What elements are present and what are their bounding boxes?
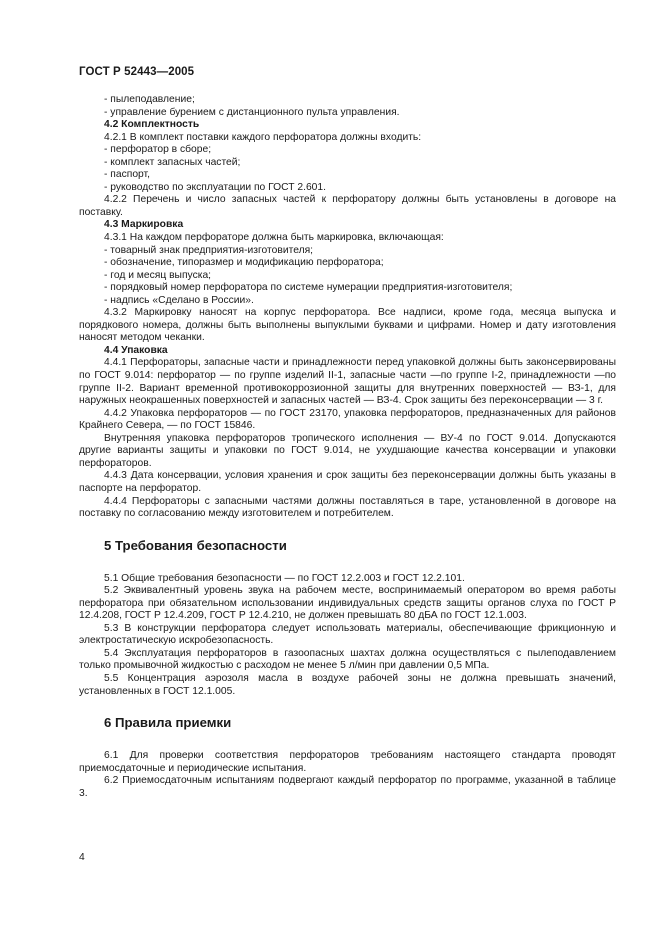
paragraph-4-4-3: 4.4.3 Дата консервации, условия хранения и срок защиты без переконсервации должны быть указаны в паспорте на перфоратор. xyxy=(79,470,616,494)
paragraph-4-3-1: 4.3.1 На каждом перфораторе должна быть маркировка, включающая: xyxy=(104,232,444,244)
paragraph-4-3-2: 4.3.2 Маркировку наносят на корпус перфоратора. Все надписи, кроме года, месяца выпуска и порядкового номера, должны быть выполнены выпуклыми буквами и цифрами. Номер и дату изготовления наносят методом чеканки. xyxy=(79,307,616,344)
list-item: - товарный знак предприятия-изготовителя; xyxy=(104,244,314,256)
page-number: 4 xyxy=(79,852,85,863)
list-item: - управление бурением с дистанционного пульта управления. xyxy=(104,106,400,118)
list-item: - надпись «Сделано в России». xyxy=(104,294,254,306)
section-heading-6: 6 Правила приемки xyxy=(104,715,232,731)
list-item: - порядковый номер перфоратора по системе нумерации предприятия-изготовителя; xyxy=(104,282,513,294)
document-body xyxy=(79,94,616,800)
document-header: ГОСТ Р 52443—2005 xyxy=(79,66,195,78)
paragraph-4-4-4: 4.4.4 Перфораторы с запасными частями должны поставляться в таре, установленной в договоре на поставку по согласованию между изготовителем и потребителем. xyxy=(79,495,616,520)
section-heading-5: 5 Требования безопасности xyxy=(104,537,287,553)
spacer xyxy=(79,731,616,750)
spacer xyxy=(79,698,616,715)
list-item: - пылеподавление; xyxy=(104,94,195,105)
paragraph-4-2-2: 4.2.2 Перечень и число запасных частей к перфоратору должны быть установлены в договоре на поставку. xyxy=(79,194,616,218)
paragraph-6-2: 6.2 Приемосдаточным испытаниям подвергают каждый перфоратор по программе, указанной в таблице 3. xyxy=(79,775,616,799)
subsection-heading-4-3: 4.3 Маркировка xyxy=(104,219,184,231)
paragraph-4-2-1: 4.2.1 В комплект поставки каждого перфоратора должны входить: xyxy=(104,131,422,143)
list-item: - комплект запасных частей; xyxy=(104,156,241,168)
paragraph-5-3: 5.3 В конструкции перфоратора следует использовать материалы, обеспечивающие фрикционную и электростатическую искробезопасность. xyxy=(79,622,616,647)
paragraph-5-4: 5.4 Эксплуатация перфораторов в газоопасных шахтах должна осуществляться с пылеподавлением только промывочной жидкостью с расходом не менее 5 л/мин при давлении 0,5 МПа. xyxy=(79,647,616,672)
paragraph-5-2: 5.2 Эквивалентный уровень звука на рабочем месте, воспринимаемый оператором во время работы перфоратора при обязательном использовании индивидуальных средств защиты органов слуха по ГОСТ Р 12.4.208, ГОСТ Р 12.4.209, ГОСТ Р 12.4.210, не должен превышать 80 дБА по ГОСТ 12.1.003. xyxy=(79,585,616,622)
subsection-heading-4-4: 4.4 Упаковка xyxy=(104,344,168,356)
paragraph-4-4-1: 4.4.1 Перфораторы, запасные части и принадлежности перед упаковкой должны быть законсервированы по ГОСТ 9.014: перфоратор — по группе изделий II-1, запасные части —по группе I-2, принадлежности —по группе II-2. Вариант временной противокоррозионной защиты для внутренних поверхностей — ВЗ-1, для наружных неокрашенных поверхностей и запасных частей — ВЗ-4. Срок защиты без переконсервации — 3 г. xyxy=(79,357,616,407)
paragraph-5-5: 5.5 Концентрация аэрозоля масла в воздухе рабочей зоны не должна превышать значений, установленных в ГОСТ 12.1.005. xyxy=(79,672,616,697)
paragraph-6-1: 6.1 Для проверки соответствия перфораторов требованиям настоящего стандарта проводят приемосдаточные и периодические испытания. xyxy=(79,750,616,774)
paragraph-4-4-2: 4.4.2 Упаковка перфораторов — по ГОСТ 23170, упаковка перфораторов, предназначенных для районов Крайнего Севера, — по ГОСТ 15846. xyxy=(79,407,616,432)
list-item: - паспорт, xyxy=(104,169,150,181)
list-item: - год и месяц выпуска; xyxy=(104,269,212,281)
list-item: - руководство по эксплуатации по ГОСТ 2.601. xyxy=(104,181,327,193)
list-item: - обозначение, типоразмер и модификацию перфоратора; xyxy=(104,257,384,269)
paragraph-5-1: 5.1 Общие требования безопасности — по ГОСТ 12.2.003 и ГОСТ 12.2.101. xyxy=(104,572,465,584)
spacer xyxy=(79,521,616,538)
list-item: - перфоратор в сборе; xyxy=(104,144,212,156)
spacer xyxy=(79,554,616,573)
paragraph-4-4-2-continued: Внутренняя упаковка перфораторов тропического исполнения — ВУ-4 по ГОСТ 9.014. Допускаются другие варианты защиты и упаковки по ГОСТ 9.014, не ухудшающие качества консервации и упаковки перфораторов. xyxy=(79,432,616,469)
subsection-heading-4-2: 4.2 Комплектность xyxy=(104,119,200,131)
